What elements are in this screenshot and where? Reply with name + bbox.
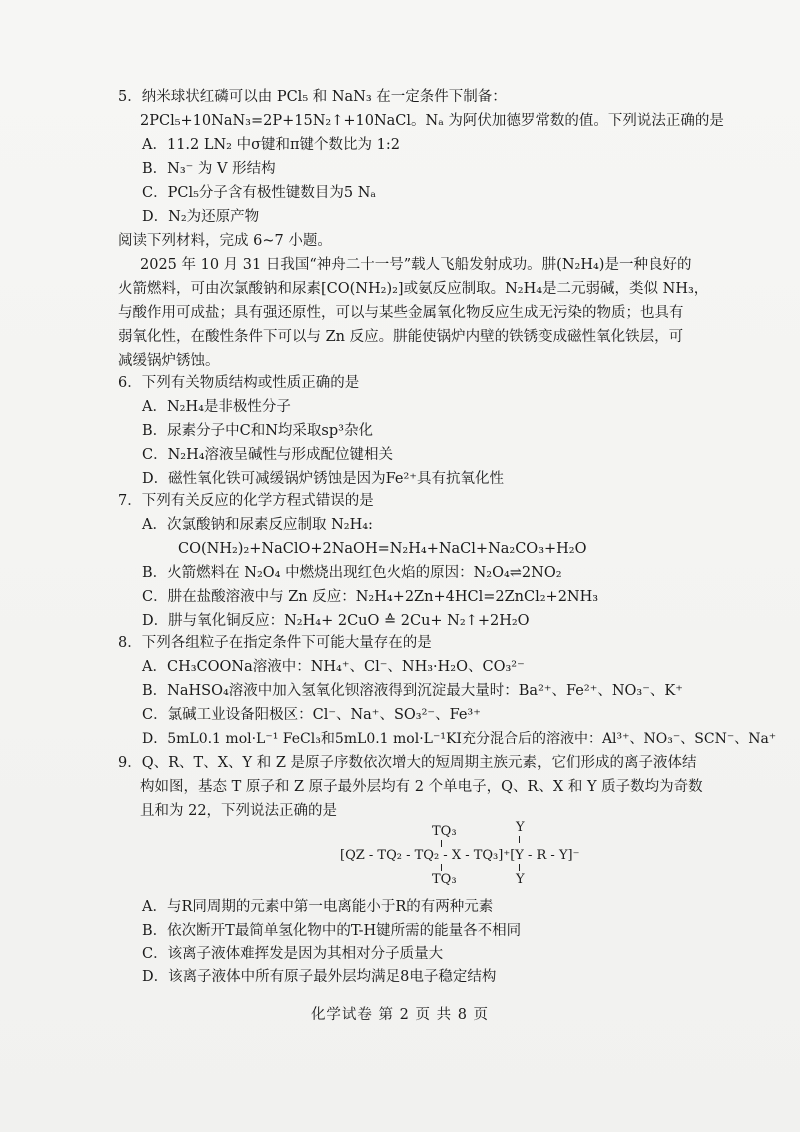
reading-intro: 阅读下列材料，完成 6~7 小题。 xyxy=(118,233,332,249)
page-footer: 化学试卷 第 2 页 共 8 页 xyxy=(310,1007,490,1023)
q6-stem: 6．下列有关物质结构或性质正确的是 xyxy=(118,375,360,391)
ionic-liquid-structure-diagram xyxy=(340,820,580,891)
diagram-bottom-left-group: TQ₃ xyxy=(432,872,457,887)
diagram-bond-bottom-left xyxy=(441,864,442,871)
diagram-bottom-right-atom: Y xyxy=(516,872,525,887)
q9-option-d: D．该离子液体中所有原子最外层均满足8电子稳定结构 xyxy=(142,969,497,985)
q7-option-d: D．肼与氧化铜反应：N₂H₄+ 2CuO ≙ 2Cu+ N₂↑+2H₂O xyxy=(142,613,530,629)
q6-option-d: D．磁性氧化铁可减缓锅炉锈蚀是因为Fe²⁺具有抗氧化性 xyxy=(142,471,504,487)
q5-option-a: A．11.2 LN₂ 中σ键和π键个数比为 1:2 xyxy=(142,137,400,153)
diagram-top-left-group: TQ₃ xyxy=(432,824,457,839)
diagram-bond-top-left xyxy=(441,840,442,847)
reading-line-4: 弱氧化性，在酸性条件下可以与 Zn 反应。肼能使锅炉内壁的铁锈变成磁性氧化铁层，可 xyxy=(118,329,684,345)
q8-stem: 8．下列各组粒子在指定条件下可能大量存在的是 xyxy=(118,635,432,651)
q8-option-a: A．CH₃COONa溶液中：NH₄⁺、Cl⁻、NH₃·H₂O、CO₃²⁻ xyxy=(142,659,525,675)
q9-option-c: C．该离子液体难挥发是因为其相对分子质量大 xyxy=(142,946,444,962)
reading-line-2: 火箭燃料，可由次氯酸钠和尿素[CO(NH₂)₂]或氨反应制取。N₂H₄是二元弱碱，类似 NH₃， xyxy=(118,281,709,297)
q9-option-b: B．依次断开T最简单氢化物中的T-H键所需的能量各不相同 xyxy=(142,923,522,939)
q5-option-d: D．N₂为还原产物 xyxy=(142,209,260,225)
q7-option-a-equation: CO(NH₂)₂+NaClO+2NaOH=N₂H₄+NaCl+Na₂CO₃+H₂O xyxy=(178,541,587,557)
diagram-main-formula: [QZ - TQ₂ - TQ₂ - X - TQ₃]⁺[Y - R - Y]⁻ xyxy=(340,848,580,863)
q5-stem-line2: 2PCl₅+10NaN₃=2P+15N₂↑+10NaCl。Nₐ 为阿伏加德罗常数的值。下列说法正确的是 xyxy=(140,113,724,129)
q6-option-c: C．N₂H₄溶液呈碱性与形成配位键相关 xyxy=(142,447,394,463)
q6-option-b: B．尿素分子中C和N均采取sp³杂化 xyxy=(142,423,373,439)
q9-stem-line3: 且和为 22，下列说法正确的是 xyxy=(140,803,338,819)
q8-option-c: C．氯碱工业设备阳极区：Cl⁻、Na⁺、SO₃²⁻、Fe³⁺ xyxy=(142,707,481,723)
q9-option-a: A．与R同周期的元素中第一电离能小于R的有两种元素 xyxy=(142,899,494,915)
q7-stem: 7．下列有关反应的化学方程式错误的是 xyxy=(118,493,374,509)
q5-stem-line1: 5．纳米球状红磷可以由 PCl₅ 和 NaN₃ 在一定条件下制备： xyxy=(118,89,507,105)
q8-option-b: B．NaHSO₄溶液中加入氢氧化钡溶液得到沉淀最大量时：Ba²⁺、Fe²⁺、NO₃⁻、K⁺ xyxy=(142,683,683,699)
q6-option-a: A．N₂H₄是非极性分子 xyxy=(142,399,291,415)
q7-option-a: A．次氯酸钠和尿素反应制取 N₂H₄: xyxy=(142,517,373,533)
diagram-top-right-atom: Y xyxy=(516,820,525,835)
reading-line-1: 2025 年 10 月 31 日我国“神舟二十一号”载人飞船发射成功。肼(N₂H₄)是一种良好的 xyxy=(140,257,692,273)
q7-option-c: C．肼在盐酸溶液中与 Zn 反应：N₂H₄+2Zn+4HCl=2ZnCl₂+2NH₃ xyxy=(142,589,599,605)
q9-stem-line1: 9．Q、R、T、X、Y 和 Z 是原子序数依次增大的短周期主族元素，它们形成的离子液体结 xyxy=(118,755,697,771)
reading-line-5: 减缓锅炉锈蚀。 xyxy=(118,353,220,369)
diagram-bond-bottom-right xyxy=(519,864,520,871)
reading-line-3: 与酸作用可成盐；具有强还原性，可以与某些金属氧化物反应生成无污染的物质；也具有 xyxy=(118,305,684,321)
q5-option-b: B．N₃⁻ 为 V 形结构 xyxy=(142,161,276,177)
q5-option-c: C．PCl₅分子含有极性键数目为5 Nₐ xyxy=(142,185,377,201)
q7-option-b: B．火箭燃料在 N₂O₄ 中燃烧出现红色火焰的原因：N₂O₄⇌2NO₂ xyxy=(142,565,562,581)
diagram-bond-top-right xyxy=(519,836,520,843)
q9-stem-line2: 构如图，基态 T 原子和 Z 原子最外层均有 2 个单电子，Q、R、X 和 Y 质子数均为奇数 xyxy=(140,779,703,795)
q8-option-d: D．5mL0.1 mol·L⁻¹ FeCl₃和5mL0.1 mol·L⁻¹KI充分混合后的溶液中：Al³⁺、NO₃⁻、SCN⁻、Na⁺ xyxy=(142,731,777,747)
